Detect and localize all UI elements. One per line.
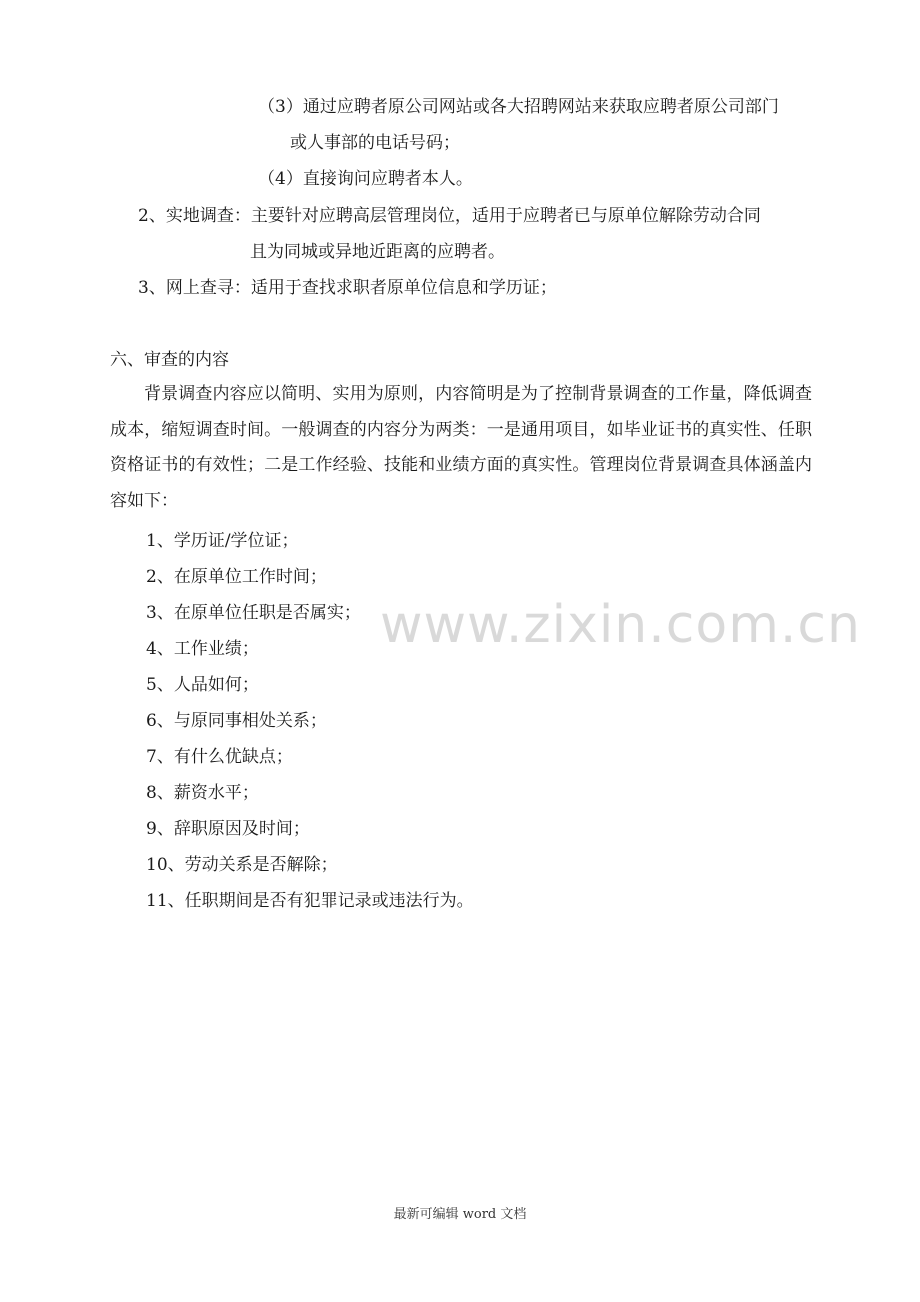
list-item: 3、在原单位任职是否属实；	[146, 603, 361, 623]
list-item: 2、在原单位工作时间；	[146, 567, 327, 587]
watermark: www.zixin.com.cn	[380, 595, 861, 655]
onsite-survey-line-2: 且为同城或异地近距离的应聘者。	[250, 242, 505, 262]
list-item: 7、有什么优缺点；	[146, 747, 293, 767]
list-item: 5、人品如何；	[146, 675, 259, 695]
list-item: 1、学历证/学位证；	[146, 531, 299, 551]
online-search-line: 3、网上查寻：适用于查找求职者原单位信息和学历证；	[138, 278, 557, 298]
section-paragraph: 背景调查内容应以简明、实用为原则，内容简明是为了控制背景调查的工作量，降低调查成本，缩短调查时间。一般调查的内容分为两类：一是通用项目，如毕业证书的真实性、任职资格证书的有效性；二是工作经验、技能和业绩方面的真实性。管理岗位背景调查具体涵盖内容如下：	[110, 384, 812, 511]
onsite-survey-line-1: 2、实地调查：主要针对应聘高层管理岗位，适用于应聘者已与原单位解除劳动合同	[138, 206, 761, 226]
page-footer: 最新可编辑 word 文档	[393, 1207, 527, 1222]
method-3-line-1: （3）通过应聘者原公司网站或各大招聘网站来获取应聘者原公司部门	[258, 97, 779, 117]
list-item: 10、劳动关系是否解除；	[146, 855, 338, 875]
method-3-line-2: 或人事部的电话号码；	[290, 133, 460, 153]
method-4-line: （4）直接询问应聘者本人。	[258, 169, 473, 189]
list-item: 11、任职期间是否有犯罪记录或违法行为。	[146, 891, 474, 911]
section-heading: 六、审查的内容	[110, 350, 229, 370]
list-item: 8、薪资水平；	[146, 783, 259, 803]
list-item: 6、与原同事相处关系；	[146, 711, 327, 731]
list-item: 9、辞职原因及时间；	[146, 819, 310, 839]
list-item: 4、工作业绩；	[146, 639, 259, 659]
